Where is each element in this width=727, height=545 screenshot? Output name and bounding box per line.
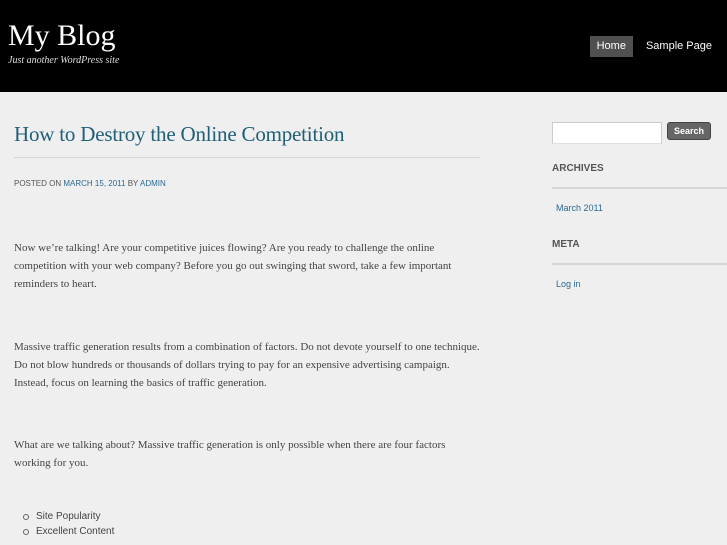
paragraph-3: What are we talking about? Massive traffic generation is only possible when there are four factors working for you.	[14, 439, 446, 469]
paragraph-2: Massive traffic generation results from a combination of factors. Do not devote yourself to one technique. Do not blow hundreds or thousands of dollars trying to pay for an expensive advertising campaign. Instead, focus on learning the basics of traffic generation.	[14, 341, 480, 389]
by-label: BY	[127, 179, 139, 188]
list-item: Site Popularity	[36, 509, 480, 524]
title-divider	[14, 157, 480, 158]
author-link[interactable]: ADMIN	[140, 179, 166, 188]
search-input[interactable]	[552, 122, 662, 144]
posted-on-label: POSTED ON	[14, 179, 62, 188]
site-description: Just another WordPress site	[8, 55, 120, 66]
paragraph-1: Now we’re talking! Are your competitive juices flowing? Are you ready to challenge the online competition with your web company? Before you go out swinging that sword, take a few important reminders to heart.	[14, 242, 452, 290]
nav-home[interactable]: Home	[590, 36, 633, 57]
archives-title: ARCHIVES	[552, 163, 604, 174]
search-form	[552, 122, 727, 144]
archives-divider	[552, 187, 727, 189]
post-meta	[14, 178, 480, 190]
site-title[interactable]: My Blog	[8, 19, 116, 52]
archive-link-march-2011[interactable]: March 2011	[556, 203, 603, 213]
factor-list	[14, 509, 480, 539]
post-date-link[interactable]: MARCH 15, 2011	[63, 179, 126, 188]
site-header	[0, 0, 727, 92]
nav-sample-page[interactable]: Sample Page	[645, 40, 712, 52]
meta-title: META	[552, 239, 580, 250]
sidebar	[552, 122, 727, 290]
main-content	[14, 120, 480, 539]
list-item: Excellent Content	[36, 524, 480, 539]
post-title[interactable]: How to Destroy the Online Competition	[14, 122, 345, 146]
login-link[interactable]: Log in	[556, 279, 581, 289]
main-nav	[590, 36, 719, 57]
meta-divider	[552, 263, 727, 265]
post-content	[14, 239, 480, 539]
search-button[interactable]: Search	[667, 122, 711, 140]
